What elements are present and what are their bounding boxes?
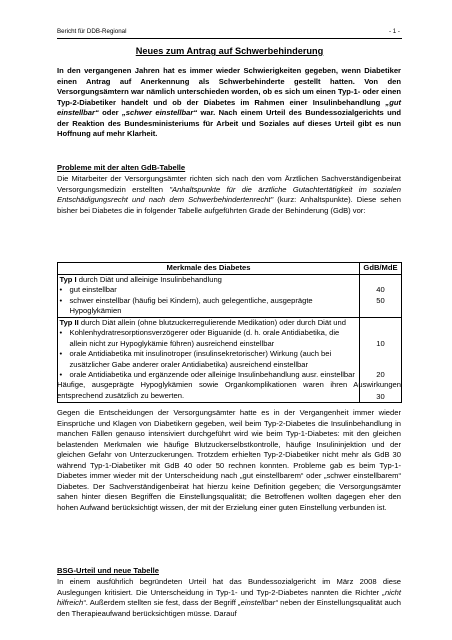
page-title: Neues zum Antrag auf Schwerbehinderung (135, 46, 324, 56)
table-row-type1 (58, 274, 402, 317)
intro-paragraph (57, 66, 401, 140)
intro-quote-good: „gut einstellbar“ (57, 97, 401, 118)
gdb-value: 10 (376, 338, 385, 348)
section-heading-problems: Probleme mit der alten GdB-Tabelle (57, 163, 186, 172)
intro-text-mid: oder (98, 108, 122, 118)
section-heading-bsg: BSG-Urteil und neue Tabelle (57, 566, 159, 575)
type1-heading (60, 275, 358, 286)
section2-quote-adjustable: „einstellbar“ (238, 598, 278, 608)
page-header (57, 28, 400, 35)
section1-citation: "Anhaltspunkte für die ärztliche Gutachtertätigkeit im sozialen Entschädigungsrecht und nach dem Schwerbehindertenrecht" (57, 184, 401, 205)
table-header-row (58, 263, 402, 275)
table-header-gdb: GdB/MdE (360, 263, 402, 275)
gdb-value: 30 (376, 391, 385, 401)
section1-text: Die Mitarbeiter der Versorgungsämter richten sich nach den vom Ärztlichen Sachverständigenbeirat Versorgungsmedizin erstellten (57, 174, 401, 194)
after-table-note: Häufige, ausgeprägte Hypoglykämien sowie Organkomplikationen waren ihren Auswirkungen entsprechend zusätzlich zu bewerten. (57, 380, 401, 400)
intro-text-end: war. Nach einem Urteil des Bundessozialgerichts und der Reaktion des Bundesministeriums für Arbeit und Soziales auf dieses Urteil gibt es nun Hoffnung auf mehr Klarheit. (57, 108, 401, 139)
gdb-value: 50 (376, 295, 385, 305)
section2-text-end: neben der Einstellungsqualität auch den Therapieaufwand berücksichtigen müsse. Darauf (57, 598, 401, 618)
type2-heading (60, 318, 358, 329)
table-header-characteristics: Merkmale des Diabetes (58, 263, 360, 275)
section2-quote-unhelpful: „nicht hilfreich“ (57, 587, 401, 608)
gdb-value: 20 (376, 370, 385, 380)
list-item: • gut einstellbar (60, 285, 358, 296)
intro-quote-hard: „schwer einstellbar“ (122, 108, 198, 118)
type1-label: Typ I (59, 274, 77, 284)
type2-description: durch Diät allein (ohne blutzuckerregulierende Medikation) oder durch Diät und (78, 317, 346, 327)
paragraph-objections: Gegen die Entscheidungen der Versorgungsämter hatte es in der Vergangenheit immer wieder Einsprüche und Klagen von Diabetikern gegeben, weil beim Typ-2-Diabetes die Insulinbehandlung in manchen Fällen genauso intensiviert durchgeführt wird wie beim Typ-1-Diabetes: mit den gleichen belastenden Merkmalen wie häufige Blutzuckerselbstkontrolle, häufige Insulininjektion und der gleichen Gefahr von Unterzuckerungen. Trotzdem erhielten Typ-2-Diabetiker nicht mehr als GdB 30 während Typ-1-Diabetiker mit GdB 40 oder 50 rechnen konnten. Probleme gab es beim Typ-1-Diabetes immer wieder mit der Unterscheidung nach „gut einstellbarem“ oder „schwer einstellbarem“ Diabetes. Der Sachverständigenbeirat hat hierzu keine Definition gegeben; die Versorgungsämter sahen hinter diesen Begriffen die Einstellungsqualität; die Betroffenen wollten dagegen eher den hohen Aufwand berücksichtigt wissen, der mit der Erzielung einer guten Einstellung verbunden ist. (57, 408, 401, 512)
section2-paragraph (57, 577, 401, 619)
type1-cell (58, 274, 360, 317)
header-rule (57, 38, 402, 39)
intro-text: In den vergangenen Jahren hat es immer wieder Schwierigkeiten gegeben, wenn Diabetiker einen Antrag auf Anerkennung als Schwerbehinderte gestellt hatten. Von den Versorgungsämtern war nämlich unterschieden worden, ob es sich um einen Typ-1- oder einen Typ-2-Diabetiker handelt und ob der Diabetes im Rahmen einer Insulinbehandlung (57, 66, 401, 107)
section1-text-end: (kurz: Anhaltspunkte). Diese sehen bisher bei Diabetes die in folgender Tabelle aufgeführten Grade der Behinderung (GdB) vor: (57, 195, 401, 215)
type1-gdb-cell (360, 274, 402, 317)
list-item: • orale Antidiabetika mit insulinotroper (insulinsekretorischer) Wirkung (auch bei zusätzlicher Gabe anderer oraler Antidiabetika) ausreichend einstellbar (60, 349, 358, 370)
type1-description: durch Diät und alleinige Insulinbehandlung (76, 274, 222, 284)
list-item: • orale Antidiabetika und ergänzende oder alleinige Insulinbehandlung ausr. einstellbar (60, 370, 358, 381)
list-item: • Kohlenhydratresorptionsverzögerer oder Biguanide (d. h. orale Antidiabetika, die allein nicht zur Hypoglykämie führen) ausreichend einstellbar (60, 328, 358, 349)
section2-text-mid: . Außerdem stellten sie fest, dass der Begriff (85, 598, 239, 608)
type2-label: Typ II (59, 317, 79, 327)
section1-paragraph (57, 174, 401, 216)
header-report-title: Bericht für DDB-Regional (57, 28, 127, 35)
list-item: • schwer einstellbar (häufig bei Kindern), auch gelegentliche, ausgeprägte Hypoglykämien (60, 296, 358, 317)
section2-text: In einem ausführlich begründeten Urteil hat das Bundessozialgericht im März 2008 diese Auslegungen kritisiert. Die Unterscheidung in Typ-1- und Typ-2-Diabetes nannten die Richter (57, 577, 401, 597)
page-number: - 1 - (388, 28, 400, 35)
gdb-value: 40 (376, 285, 385, 295)
